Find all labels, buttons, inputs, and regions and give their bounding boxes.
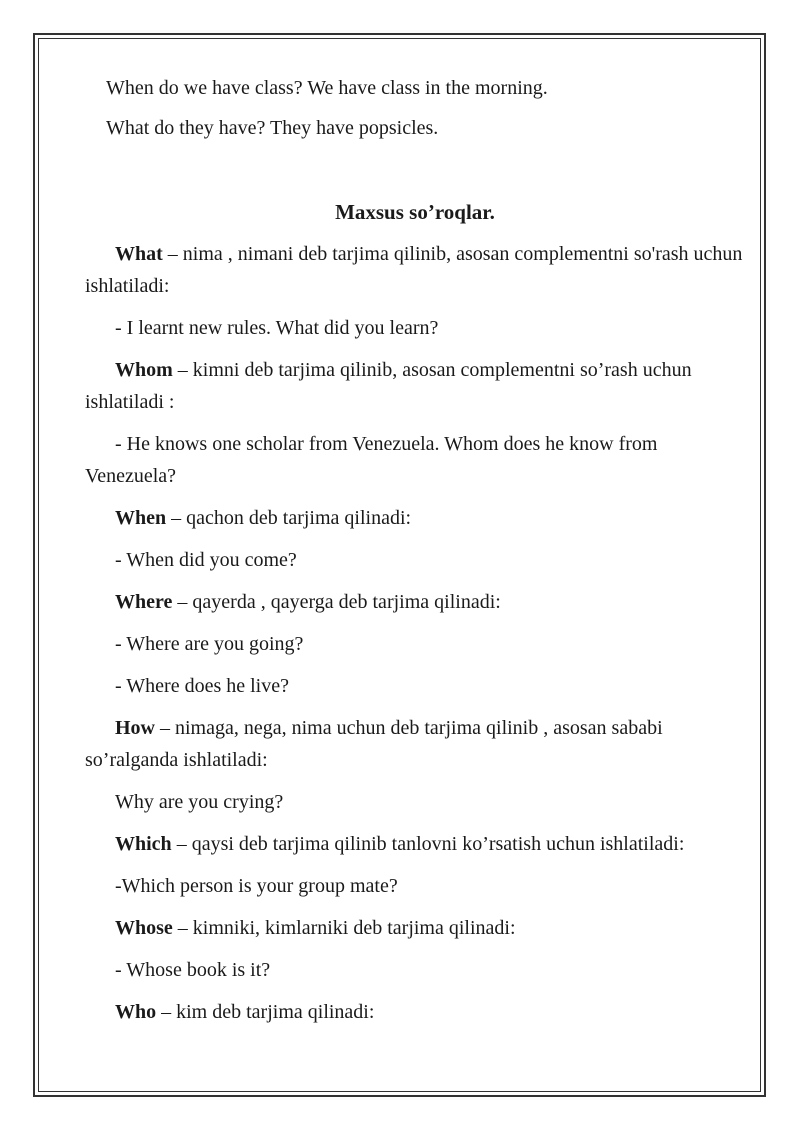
entry-how (85, 712, 745, 776)
entry-when (85, 502, 745, 534)
example-line: - Where are you going? (115, 633, 304, 655)
section-title: Maxsus so’roqlar. (335, 200, 495, 224)
entry-desc: – nima , nimani deb tarjima qilinib, asosan complementni so'rash uchun ishlatiladi: (85, 243, 743, 297)
entry-word: Where (115, 591, 173, 613)
entry-word: Who (115, 1001, 157, 1023)
entry-desc: – qachon deb tarjima qilinadi: (166, 507, 412, 529)
document-body (85, 72, 745, 1028)
entry-where (85, 586, 745, 618)
entry-word: When (115, 507, 167, 529)
entry-what (85, 238, 745, 302)
entry-desc: – qayerda , qayerga deb tarjima qilinadi: (172, 591, 501, 613)
example-line: -Which person is your group mate? (115, 875, 398, 897)
entry-word: How (115, 717, 155, 739)
entry-whose (85, 912, 745, 944)
intro-line-1: When do we have class? We have class in the morning. (106, 77, 548, 99)
entry-whom (85, 354, 745, 418)
entry-word: Whom (115, 359, 173, 381)
entry-word: Which (115, 833, 172, 855)
entry-who (85, 996, 745, 1028)
entry-desc: – qaysi deb tarjima qilinib tanlovni ko’rsatish uchun ishlatiladi: (171, 833, 685, 855)
entry-desc: – kimniki, kimlarniki deb tarjima qilinadi: (172, 917, 516, 939)
entry-desc: – kim deb tarjima qilinadi: (156, 1001, 375, 1023)
entry-word: Whose (115, 917, 173, 939)
entry-which (85, 828, 745, 860)
entry-desc: – nimaga, nega, nima uchun deb tarjima qilinib , asosan sababi so’ralganda ishlatiladi: (85, 717, 663, 771)
example-line: - Whose book is it? (115, 959, 271, 981)
example-line: - I learnt new rules. What did you learn? (115, 317, 439, 339)
example-line: - When did you come? (115, 549, 297, 571)
entry-word: What (115, 243, 163, 265)
example-line: Why are you crying? (115, 791, 284, 813)
intro-line-2: What do they have? They have popsicles. (106, 117, 439, 139)
example-line: - Where does he live? (115, 675, 289, 697)
entry-desc: – kimni deb tarjima qilinib, asosan complementni so’rash uchun ishlatiladi : (85, 359, 692, 413)
example-line: - He knows one scholar from Venezuela. Whom does he know from Venezuela? (85, 433, 658, 487)
